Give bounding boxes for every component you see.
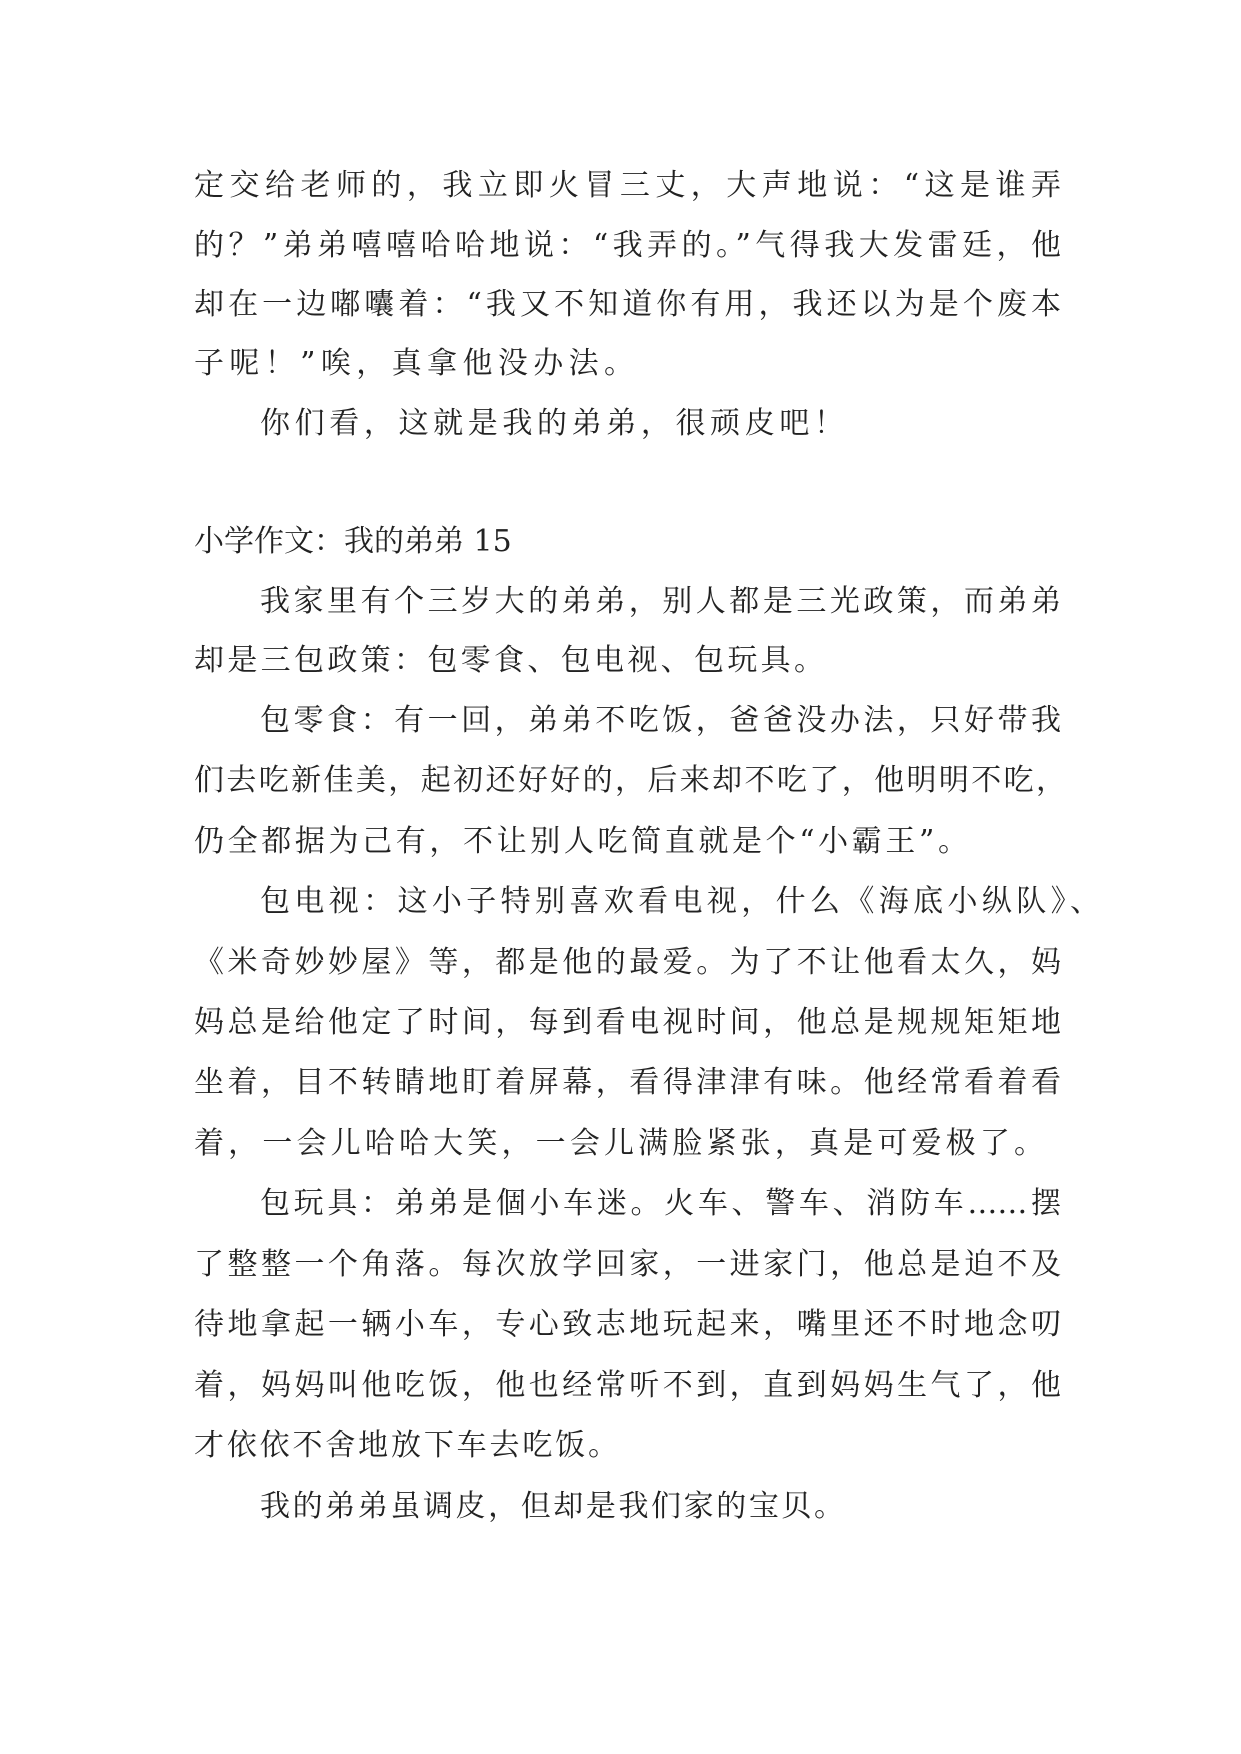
paragraph-line: 们去吃新佳美，起初还好好的，后来却不吃了，他明明不吃，	[194, 763, 1066, 798]
paragraph-line: 却在一边嘟囔着：“我又不知道你有用，我还以为是个废本	[194, 287, 1061, 322]
paragraph-line: 包零食：有一回，弟弟不吃饭，爸爸没办法，只好带我	[260, 703, 1061, 738]
paragraph-line: 我的弟弟虽调皮，但却是我们家的宝贝。	[260, 1489, 844, 1524]
paragraph-line: 我家里有个三岁大的弟弟，别人都是三光政策，而弟弟	[260, 584, 1061, 619]
paragraph-line: 仍全都据为己有，不让别人吃简直就是个“小霸王”。	[194, 824, 968, 859]
paragraph-line: 你们看，这就是我的弟弟，很顽皮吧！	[260, 406, 844, 441]
paragraph-line: 子呢！”唉，真拿他没办法。	[194, 346, 634, 381]
paragraph-line: 待地拿起一辆小车，专心致志地玩起来，嘴里还不时地念叨	[194, 1307, 1061, 1342]
paragraph-line: 才依依不舍地放下车去吃饭。	[194, 1428, 618, 1463]
paragraph-line: 包玩具：弟弟是個小车迷。火车、警车、消防车……摆	[260, 1186, 1061, 1221]
paragraph-line: 妈总是给他定了时间，每到看电视时间，他总是规规矩矩地	[194, 1005, 1061, 1040]
paragraph-line: 定交给老师的，我立即火冒三丈，大声地说：“这是谁弄	[194, 168, 1061, 203]
paragraph-line: 包电视：这小子特别喜欢看电视，什么《海底小纵队》、	[260, 884, 1100, 919]
paragraph-line: 的？”弟弟嘻嘻哈哈地说：“我弄的。”气得我大发雷廷，他	[194, 228, 1061, 263]
paragraph-line: 着，一会儿哈哈大笑，一会儿满脸紧张，真是可爱极了。	[194, 1126, 1044, 1161]
paragraph-line: 了整整一个角落。每次放学回家，一进家门，他总是迫不及	[194, 1247, 1061, 1282]
essay-title: 小学作文：我的弟弟 15	[194, 524, 512, 559]
paragraph-line: 却是三包政策：包零食、包电视、包玩具。	[194, 643, 824, 678]
paragraph-line: 着，妈妈叫他吃饭，他也经常听不到，直到妈妈生气了，他	[194, 1368, 1061, 1403]
paragraph-line: 坐着，目不转睛地盯着屏幕，看得津津有味。他经常看着看	[194, 1065, 1061, 1100]
paragraph-line: 《米奇妙妙屋》等，都是他的最爱。为了不让他看太久，妈	[194, 945, 1061, 980]
